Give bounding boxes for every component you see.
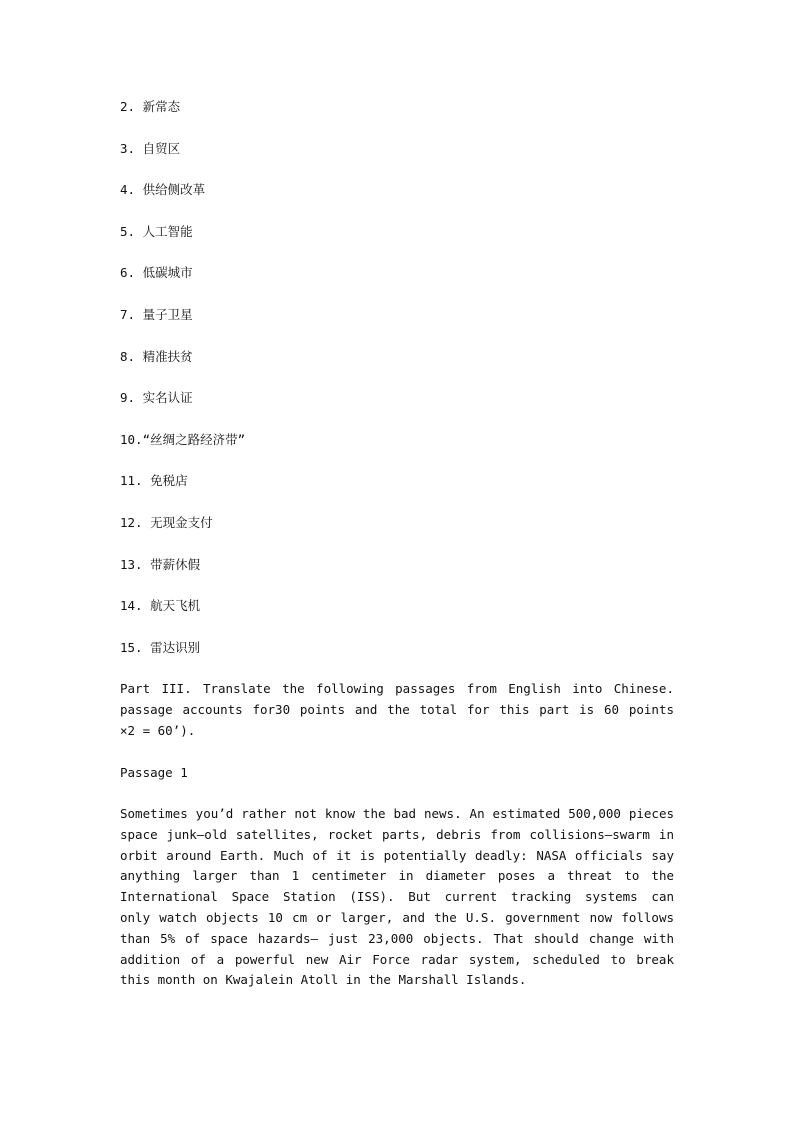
list-item: 10.“丝绸之路经济带”: [120, 431, 246, 447]
part-iii-instructions: [120, 679, 674, 741]
instruction-line: ×2 = 60’).: [120, 722, 196, 738]
paragraph-line: orbit around Earth. Much of it is potentially deadly: NASA officials say: [120, 847, 674, 863]
passage-title: Passage 1: [120, 764, 188, 780]
list-item: 12. 无现金支付: [120, 514, 213, 530]
paragraph-line: this month on Kwajalein Atoll in the Marshall Islands.: [120, 972, 527, 988]
list-item: 3. 自贸区: [120, 140, 181, 156]
document-page: [120, 97, 674, 991]
list-item: 11. 免税店: [120, 473, 188, 489]
list-item: 4. 供给侧改革: [120, 182, 206, 198]
list-item: 8. 精准扶贫: [120, 348, 193, 364]
paragraph-line: than 5% of space hazards— just 23,000 objects. That should change with: [120, 930, 674, 946]
list-item: 7. 量子卫星: [120, 306, 193, 322]
paragraph-line: International Space Station (ISS). But current tracking systems can: [120, 889, 674, 905]
list-item: 2. 新常态: [120, 99, 181, 114]
list-item: 5. 人工智能: [120, 223, 193, 239]
paragraph-line: anything larger than 1 centimeter in diameter poses a threat to the: [120, 868, 674, 884]
list-item: 15. 雷达识别: [120, 639, 201, 655]
paragraph-line: space junk—old satellites, rocket parts, debris from collisions—swarm in: [120, 826, 674, 842]
instruction-line: passage accounts for30 points and the total for this part is 60 points: [120, 702, 674, 718]
term-list: [120, 97, 674, 659]
list-item: 13. 带薪休假: [120, 556, 201, 572]
list-item: 6. 低碳城市: [120, 265, 193, 281]
list-item: 14. 航天飞机: [120, 598, 201, 614]
passage-paragraph: [120, 804, 674, 991]
paragraph-line: Sometimes you’d rather not know the bad news. An estimated 500,000 pieces: [120, 806, 674, 822]
paragraph-line: only watch objects 10 cm or larger, and the U.S. government now follows: [120, 910, 674, 926]
instruction-line: Part III. Translate the following passages from English into Chinese.: [120, 681, 674, 697]
paragraph-line: addition of a powerful new Air Force radar system, scheduled to break: [120, 951, 674, 967]
list-item: 9. 实名认证: [120, 390, 193, 406]
